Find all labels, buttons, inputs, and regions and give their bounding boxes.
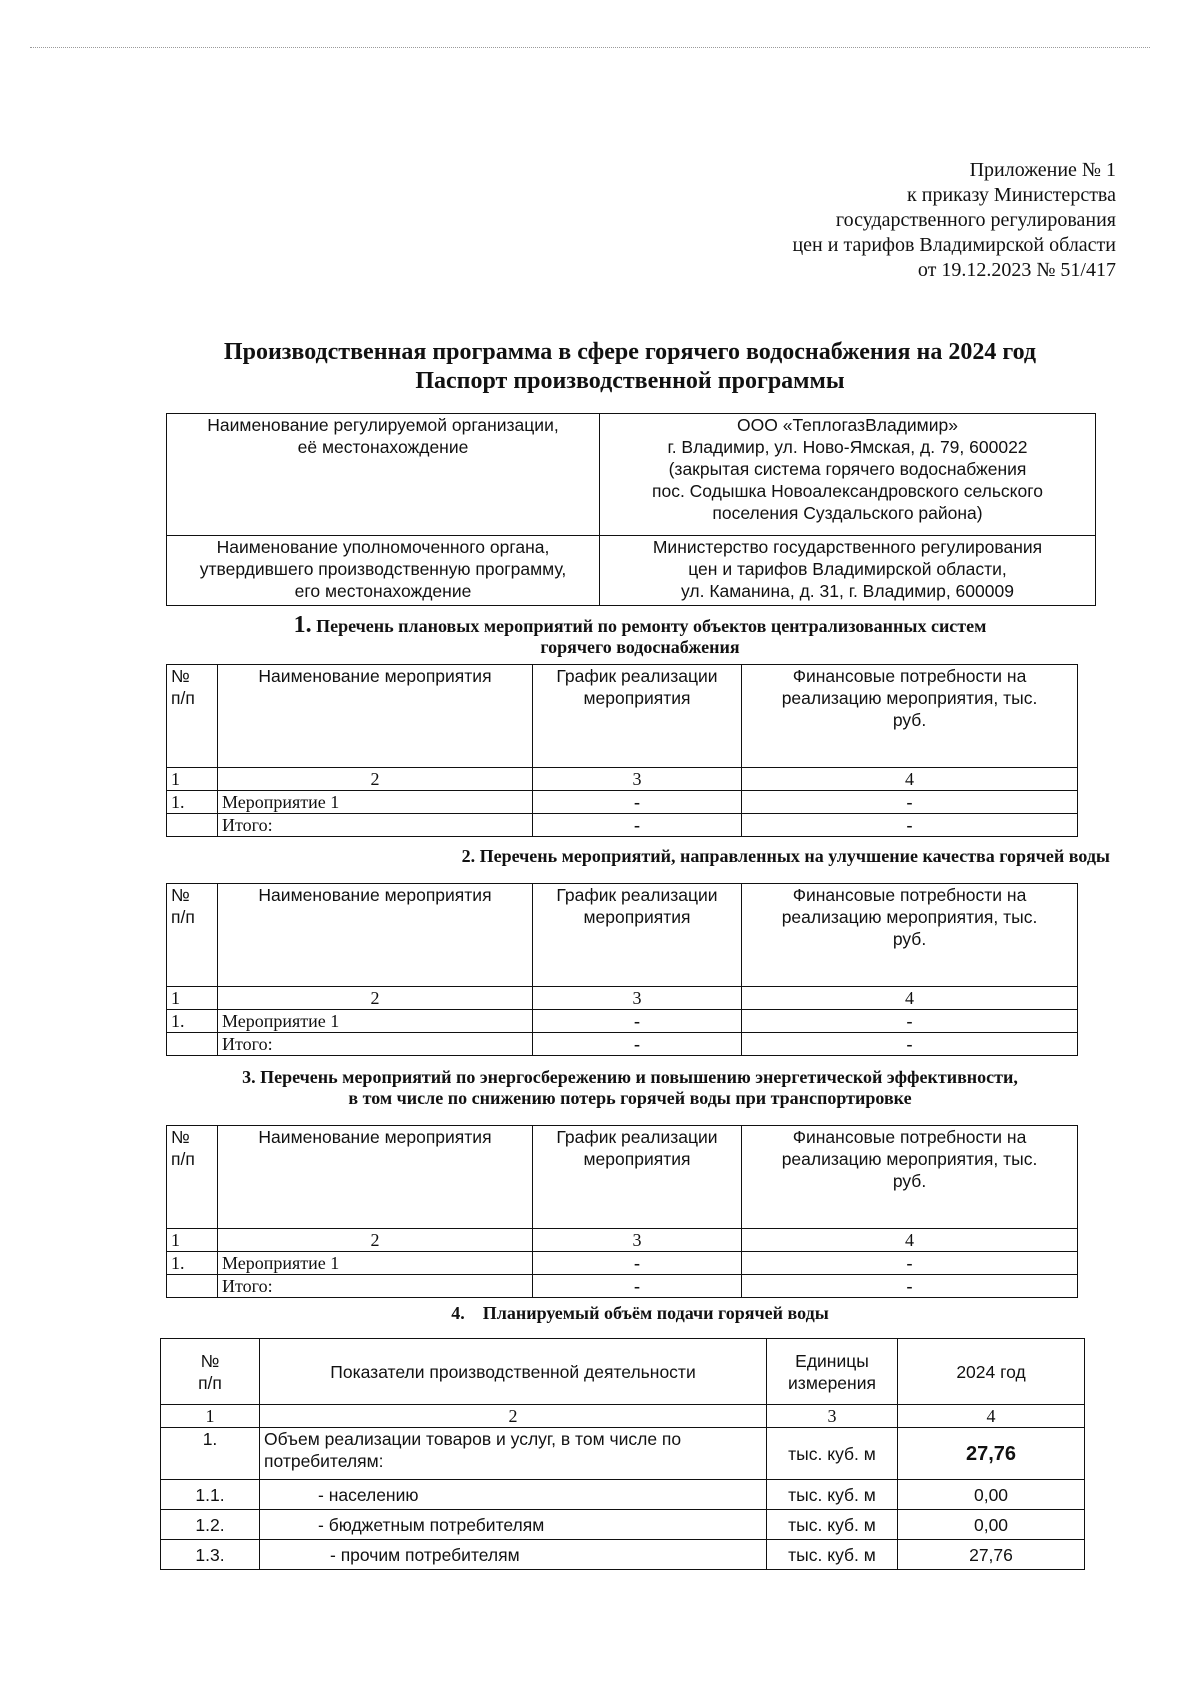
header-schedule-line: мероприятия: [583, 907, 691, 927]
header-schedule-line: График реализации: [556, 1127, 718, 1147]
passport-org-label: [167, 414, 600, 536]
total-schedule: -: [533, 814, 742, 837]
total-row: [167, 1033, 1078, 1056]
passport-org-value-line: г. Владимир, ул. Ново-Ямская, д. 79, 600022: [667, 437, 1028, 457]
index-cell: 3: [767, 1405, 898, 1428]
index-cell: 1: [167, 987, 218, 1010]
passport-org-value: [600, 414, 1096, 536]
passport-org-value-line: (закрытая система горячего водоснабжения: [668, 459, 1027, 479]
header-year: 2024 год: [898, 1339, 1085, 1405]
section1-title: [180, 612, 1100, 658]
row-num: 1.1.: [161, 1480, 260, 1510]
index-cell: 4: [742, 1229, 1078, 1252]
row-name: Мероприятие 1: [218, 791, 533, 814]
section1-number: 1.: [293, 612, 312, 638]
passport-authority-value-line: ул. Каманина, д. 31, г. Владимир, 600009: [681, 581, 1014, 601]
header-num-line: №: [171, 1127, 190, 1147]
header-finance: [742, 665, 1078, 768]
row-unit: тыс. куб. м: [767, 1428, 898, 1480]
section1-title-line2: горячего водоснабжения: [540, 637, 740, 657]
header-name: Наименование мероприятия: [218, 1126, 533, 1229]
row-schedule: -: [533, 1252, 742, 1275]
header-num-line: №: [200, 1350, 220, 1371]
column-index-row: [167, 768, 1078, 791]
row-name: Мероприятие 1: [218, 1010, 533, 1033]
passport-authority-value-line: цен и тарифов Владимирской области,: [688, 559, 1007, 579]
row-indicator: - бюджетным потребителям: [260, 1510, 767, 1540]
row-finance: -: [742, 1252, 1078, 1275]
column-index-row: [167, 1229, 1078, 1252]
header-schedule-line: График реализации: [556, 885, 718, 905]
total-schedule: -: [533, 1275, 742, 1298]
volume-table: [160, 1338, 1085, 1570]
title-program: Производственная программа в сфере горячего водоснабжения на 2024 год: [223, 339, 1037, 365]
index-cell: 1: [167, 1229, 218, 1252]
header-finance-line: руб.: [892, 929, 927, 949]
scan-artifact-line: [30, 47, 1150, 48]
index-cell: 2: [260, 1405, 767, 1428]
events-table-1: [166, 664, 1078, 837]
events-table-header: [167, 884, 1078, 987]
header-schedule: [533, 884, 742, 987]
header-unit-line: Единицы: [795, 1350, 869, 1371]
document-title: [130, 338, 1130, 396]
header-num-line: п/п: [171, 907, 195, 927]
header-finance-line: Финансовые потребности на: [792, 885, 1027, 905]
header-num-line: п/п: [198, 1372, 222, 1393]
table-row: [167, 1010, 1078, 1033]
appendix-ministry-line2: цен и тарифов Владимирской области: [792, 234, 1116, 256]
index-cell: 1: [161, 1405, 260, 1428]
row-value: 0,00: [898, 1510, 1085, 1540]
total-finance: -: [742, 1275, 1078, 1298]
section4-title: [180, 1303, 1100, 1324]
table-row: [167, 1252, 1078, 1275]
title-passport: Паспорт производственной программы: [415, 368, 845, 394]
index-cell: 3: [533, 1229, 742, 1252]
row-unit: тыс. куб. м: [767, 1480, 898, 1510]
row-indicator-line: потребителям:: [264, 1451, 384, 1471]
section1-title-line1: [180, 612, 1100, 638]
section1-title-text: Перечень плановых мероприятий по ремонту объектов централизованных систем: [316, 616, 987, 636]
row-schedule: -: [533, 1010, 742, 1033]
passport-org-label-line: её местонахождение: [297, 437, 469, 457]
total-label: Итого:: [218, 1033, 533, 1056]
passport-authority-label: [167, 536, 600, 606]
header-finance-line: руб.: [892, 1171, 927, 1191]
passport-row-authority: [167, 536, 1096, 606]
header-finance-line: реализацию мероприятия, тыс.: [781, 688, 1038, 708]
passport-org-value-line: пос. Содышка Новоалександровского сельского: [651, 481, 1043, 501]
appendix-order-ref: к приказу Министерства: [907, 184, 1116, 206]
passport-table: [166, 413, 1096, 606]
index-cell: 4: [742, 987, 1078, 1010]
events-table-3: [166, 1125, 1078, 1298]
header-num: [167, 884, 218, 987]
header-name: Наименование мероприятия: [218, 884, 533, 987]
header-schedule-line: мероприятия: [583, 1149, 691, 1169]
header-schedule: [533, 665, 742, 768]
section3-title-line2: в том числе по снижению потерь горячей воды при транспортировке: [348, 1088, 912, 1108]
row-unit: тыс. куб. м: [767, 1540, 898, 1570]
header-finance-line: реализацию мероприятия, тыс.: [781, 1149, 1038, 1169]
header-unit: [767, 1339, 898, 1405]
events-table-header: [167, 1126, 1078, 1229]
section4-title-text: Планируемый объём подачи горячей воды: [482, 1303, 829, 1323]
index-cell: 3: [533, 987, 742, 1010]
volume-table-header: [161, 1339, 1085, 1405]
header-num: [161, 1339, 260, 1405]
passport-authority-value: [600, 536, 1096, 606]
header-num-line: п/п: [171, 688, 195, 708]
passport-authority-label-line: Наименование уполномоченного органа,: [216, 537, 550, 557]
row-indicator: - прочим потребителям: [260, 1540, 767, 1570]
total-finance: -: [742, 814, 1078, 837]
table-row: [161, 1480, 1085, 1510]
total-row: [167, 814, 1078, 837]
index-cell: 4: [898, 1405, 1085, 1428]
header-schedule-line: мероприятия: [583, 688, 691, 708]
row-indicator: - населению: [260, 1480, 767, 1510]
header-name: Наименование мероприятия: [218, 665, 533, 768]
table-row: [161, 1540, 1085, 1570]
index-cell: 4: [742, 768, 1078, 791]
passport-org-label-line: Наименование регулируемой организации,: [207, 415, 559, 435]
header-schedule: [533, 1126, 742, 1229]
header-schedule-line: График реализации: [556, 666, 718, 686]
passport-org-value-line: поселения Суздальского района): [712, 503, 983, 523]
events-table-header: [167, 665, 1078, 768]
row-value: 27,76: [898, 1540, 1085, 1570]
total-num: [167, 814, 218, 837]
row-value: 0,00: [898, 1480, 1085, 1510]
header-unit-line: измерения: [788, 1372, 876, 1393]
row-unit: тыс. куб. м: [767, 1510, 898, 1540]
total-label: Итого:: [218, 1275, 533, 1298]
index-cell: 1: [167, 768, 218, 791]
column-index-row: [167, 987, 1078, 1010]
row-indicator-line: Объем реализации товаров и услуг, в том числе по: [264, 1429, 682, 1449]
header-finance-line: Финансовые потребности на: [792, 1127, 1027, 1147]
header-finance: [742, 884, 1078, 987]
header-indicator: Показатели производственной деятельности: [260, 1339, 767, 1405]
header-num-line: №: [171, 666, 190, 686]
appendix-ministry-line1: государственного регулирования: [835, 209, 1116, 231]
events-table-2: [166, 883, 1078, 1056]
header-finance-line: реализацию мероприятия, тыс.: [781, 907, 1038, 927]
appendix-number: Приложение № 1: [969, 159, 1116, 181]
total-row: [167, 1275, 1078, 1298]
header-num: [167, 665, 218, 768]
total-num: [167, 1275, 218, 1298]
row-num: 1.3.: [161, 1540, 260, 1570]
row-num: 1.: [161, 1428, 260, 1480]
header-num: [167, 1126, 218, 1229]
column-index-row: [161, 1405, 1085, 1428]
row-num: 1.: [167, 1010, 218, 1033]
header-num-line: п/п: [171, 1149, 195, 1169]
row-value: 27,76: [898, 1428, 1085, 1480]
table-row: [167, 791, 1078, 814]
total-schedule: -: [533, 1033, 742, 1056]
passport-authority-label-line: утвердившего производственную программу,: [199, 559, 567, 579]
row-indicator: [260, 1428, 767, 1480]
row-name: Мероприятие 1: [218, 1252, 533, 1275]
index-cell: 2: [218, 1229, 533, 1252]
total-finance: -: [742, 1033, 1078, 1056]
section3-title: [130, 1067, 1130, 1109]
index-cell: 3: [533, 768, 742, 791]
row-schedule: -: [533, 791, 742, 814]
index-cell: 2: [218, 768, 533, 791]
section3-title-line1: 3. Перечень мероприятий по энергосбережению и повышению энергетической эффективности,: [242, 1067, 1018, 1087]
row-finance: -: [742, 791, 1078, 814]
row-finance: -: [742, 1010, 1078, 1033]
header-finance-line: руб.: [892, 710, 927, 730]
passport-org-value-line: ООО «ТеплогазВладимир»: [737, 415, 958, 435]
total-num: [167, 1033, 218, 1056]
table-row: [161, 1510, 1085, 1540]
header-finance: [742, 1126, 1078, 1229]
appendix-order-date: от 19.12.2023 № 51/417: [917, 259, 1116, 281]
row-num: 1.: [167, 1252, 218, 1275]
total-label: Итого:: [218, 814, 533, 837]
table-row: [161, 1428, 1085, 1480]
header-finance-line: Финансовые потребности на: [792, 666, 1027, 686]
appendix-header: [596, 158, 1116, 283]
row-num: 1.: [167, 791, 218, 814]
section4-number: 4.: [451, 1303, 465, 1323]
passport-authority-value-line: Министерство государственного регулирования: [652, 537, 1043, 557]
passport-row-organization: [167, 414, 1096, 536]
header-num-line: №: [171, 885, 190, 905]
section2-title: 2. Перечень мероприятий, направленных на улучшение качества горячей воды: [461, 846, 1110, 866]
passport-authority-label-line: его местонахождение: [294, 581, 472, 601]
row-num: 1.2.: [161, 1510, 260, 1540]
index-cell: 2: [218, 987, 533, 1010]
